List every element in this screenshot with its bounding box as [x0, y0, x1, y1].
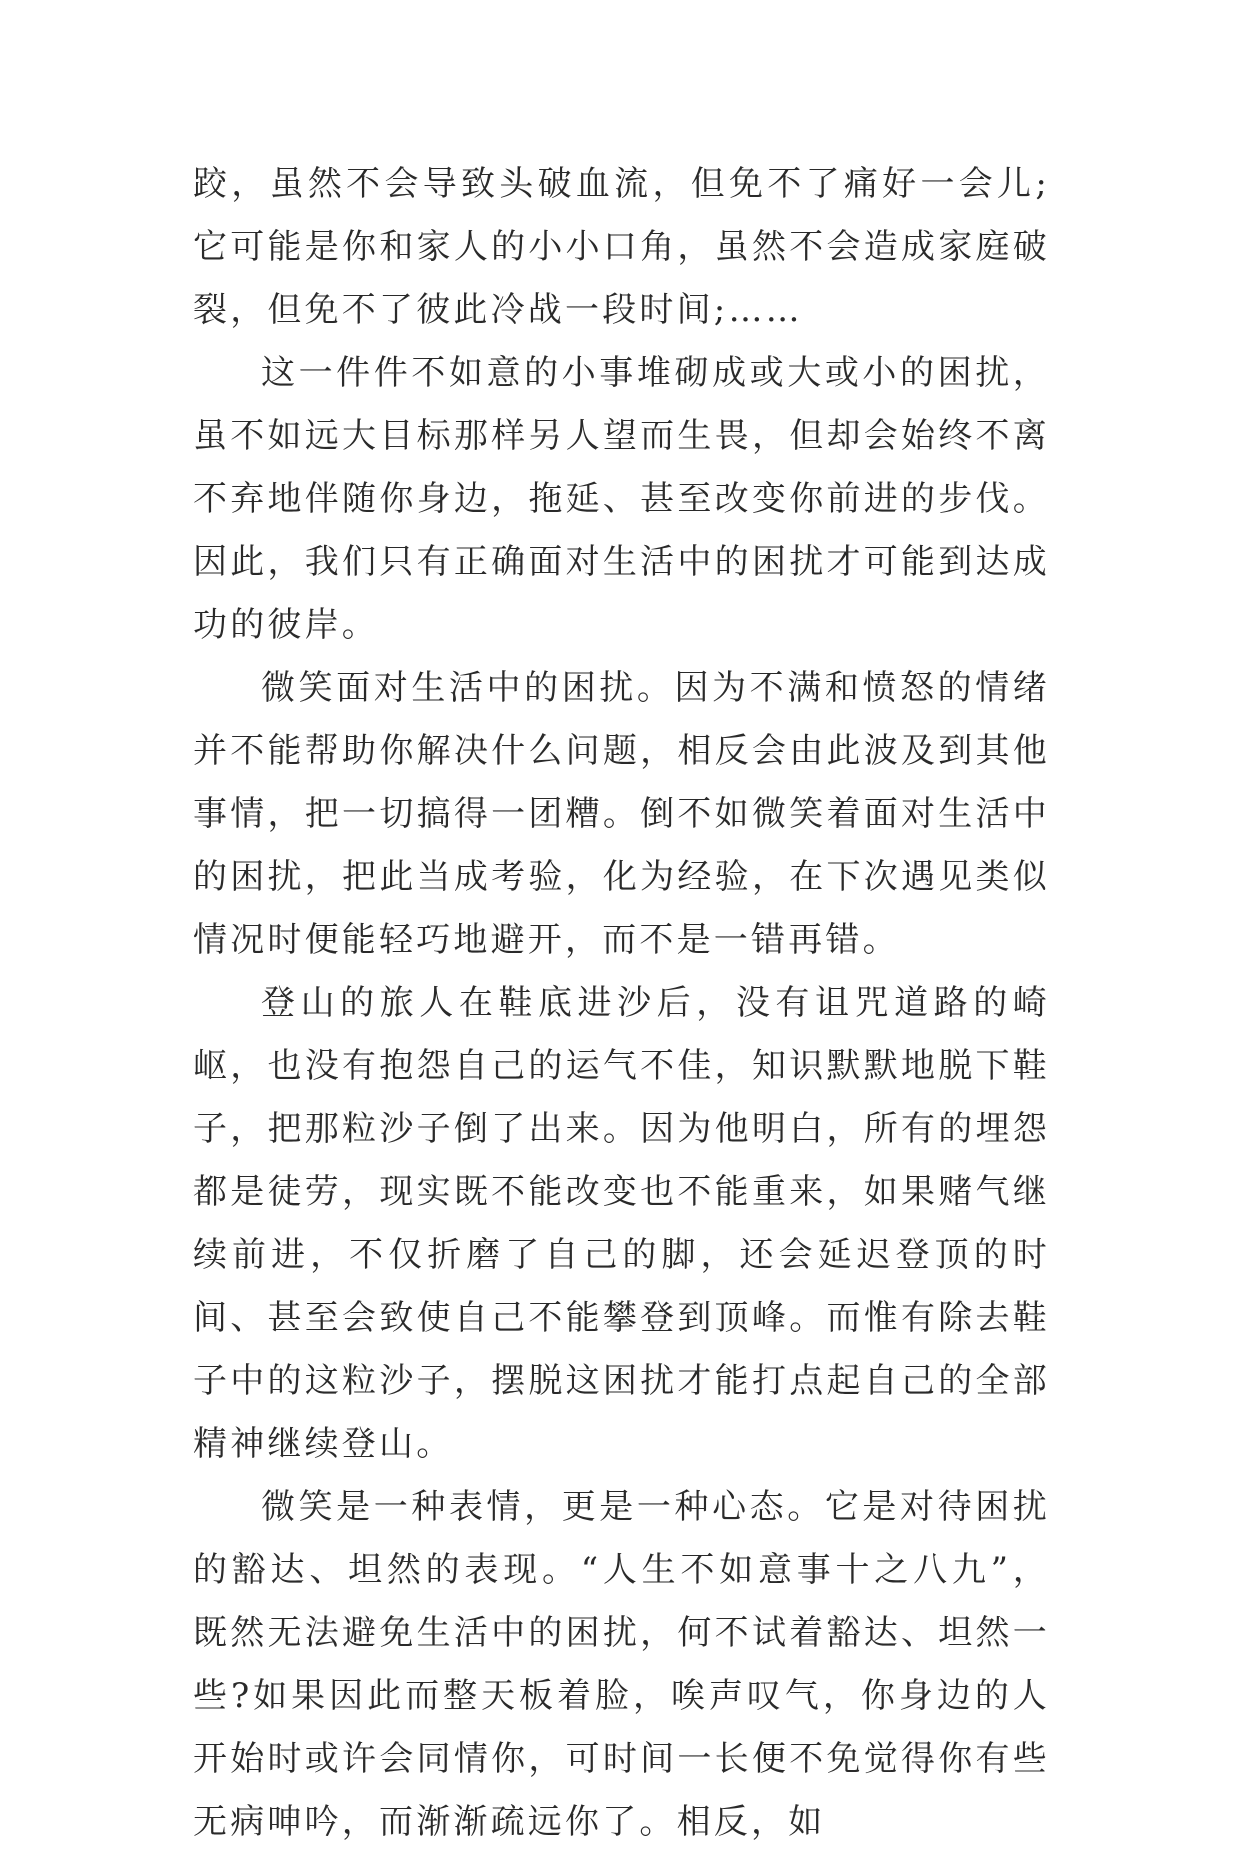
paragraph-continued: 跤，虽然不会导致头破血流，但免不了痛好一会儿;它可能是你和家人的小小口角，虽然不会造成家庭破裂，但免不了彼此冷战一段时间;…… [193, 164, 1050, 330]
paragraph: 这一件件不如意的小事堆砌成或大或小的困扰，虽不如远大目标那样另人望而生畏，但却会始终不离不弃地伴随你身边，拖延、甚至改变你前进的步伐。因此，我们只有正确面对生活中的困扰才可能到达成功的彼岸。 [193, 353, 1050, 645]
article-body [193, 153, 1050, 1854]
paragraph: 微笑面对生活中的困扰。因为不满和愤怒的情绪并不能帮助你解决什么问题，相反会由此波及到其他事情，把一切搞得一团糟。倒不如微笑着面对生活中的困扰，把此当成考验，化为经验，在下次遇见类似情况时便能轻巧地避开，而不是一错再错。 [193, 668, 1050, 960]
paragraph: 登山的旅人在鞋底进沙后，没有诅咒道路的崎岖，也没有抱怨自己的运气不佳，知识默默地脱下鞋子，把那粒沙子倒了出来。因为他明白，所有的埋怨都是徒劳，现实既不能改变也不能重来，如果赌气继续前进，不仅折磨了自己的脚，还会延迟登顶的时间、甚至会致使自己不能攀登到顶峰。而惟有除去鞋子中的这粒沙子，摆脱这困扰才能打点起自己的全部精神继续登山。 [193, 983, 1050, 1464]
paragraph: 微笑是一种表情，更是一种心态。它是对待困扰的豁达、坦然的表现。“人生不如意事十之八九”，既然无法避免生活中的困扰，何不试着豁达、坦然一些?如果因此而整天板着脸，唉声叹气，你身边的人开始时或许会同情你，可时间一长便不免觉得你有些无病呻吟，而渐渐疏远你了。相反，如 [193, 1487, 1050, 1842]
